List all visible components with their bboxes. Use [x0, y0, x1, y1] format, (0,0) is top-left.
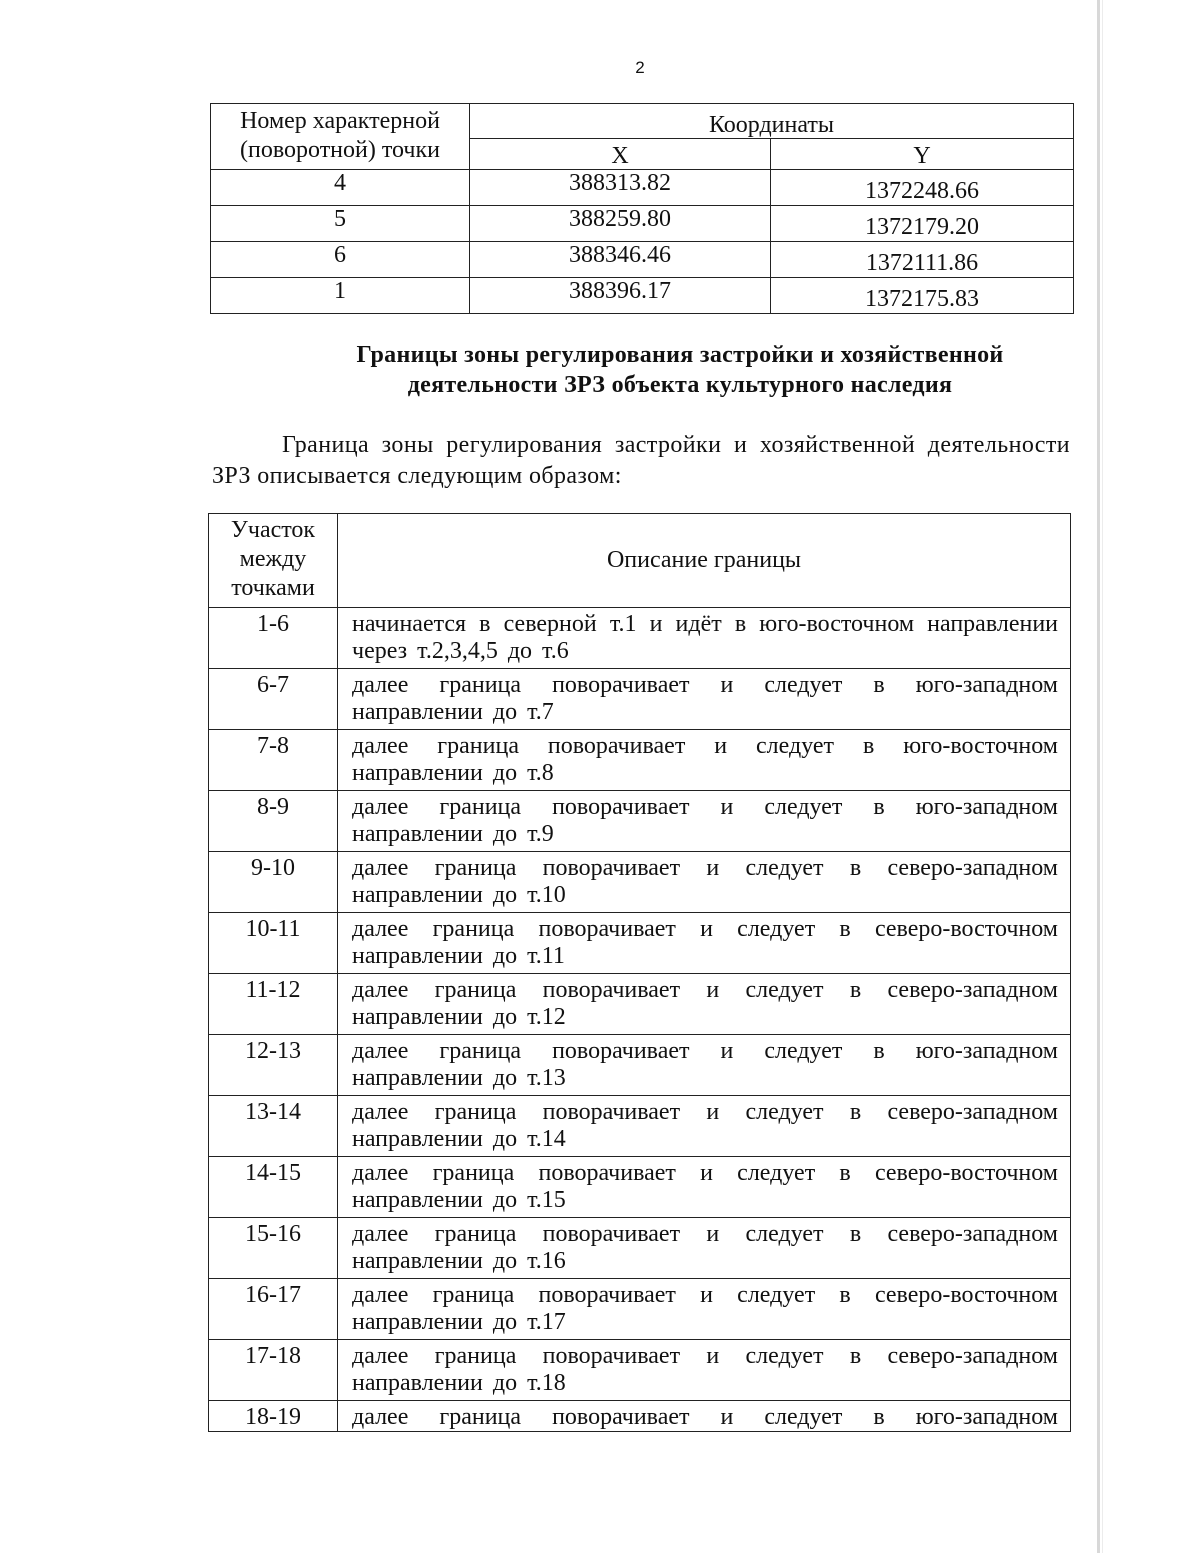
- segment-id: 17-18: [209, 1340, 338, 1401]
- header-description: Описание границы: [338, 514, 1071, 608]
- point-number: 5: [211, 206, 470, 242]
- header-segment: Участок между точками: [209, 514, 338, 608]
- segment-description: далее граница поворачивает и следует в юго-западном направлении до т.13: [338, 1035, 1071, 1096]
- table-row: [211, 278, 1074, 314]
- table-row: [209, 1218, 1071, 1279]
- coord-x: 388346.46: [470, 242, 771, 278]
- header-point-number: Номер характерной (поворотной) точки: [211, 104, 470, 170]
- segment-id: 8-9: [209, 791, 338, 852]
- segment-description: далее граница поворачивает и следует в северо-западном направлении до т.14: [338, 1096, 1071, 1157]
- table-row: [209, 1096, 1071, 1157]
- segment-id: 1-6: [209, 608, 338, 669]
- segment-description: далее граница поворачивает и следует в юго-восточном направлении до т.8: [338, 730, 1071, 791]
- segment-id: 6-7: [209, 669, 338, 730]
- segment-description: далее граница поворачивает и следует в северо-западном направлении до т.18: [338, 1340, 1071, 1401]
- table-row: [211, 170, 1074, 206]
- segment-description: далее граница поворачивает и следует в юго-западном направлении до т.9: [338, 791, 1071, 852]
- table-row: [211, 206, 1074, 242]
- scan-edge: [1097, 0, 1100, 1553]
- segment-id: 16-17: [209, 1279, 338, 1340]
- boundary-description-table: [208, 513, 1071, 1432]
- table-row: [209, 730, 1071, 791]
- header-y: Y: [771, 139, 1074, 170]
- point-number: 1: [211, 278, 470, 314]
- point-number: 6: [211, 242, 470, 278]
- table-row: [209, 669, 1071, 730]
- header-coordinates: Координаты: [470, 104, 1074, 139]
- segment-description: далее граница поворачивает и следует в северо-восточном направлении до т.17: [338, 1279, 1071, 1340]
- coord-x: 388259.80: [470, 206, 771, 242]
- table-row: [209, 1340, 1071, 1401]
- coordinates-table: [210, 103, 1074, 314]
- intro-paragraph: Граница зоны регулирования застройки и хозяйственной деятельности ЗРЗ описывается следующим образом:: [212, 432, 1070, 489]
- coord-x: 388396.17: [470, 278, 771, 314]
- segment-id: 10-11: [209, 913, 338, 974]
- coord-y: 1372111.86: [771, 242, 1074, 278]
- header-x: X: [470, 139, 771, 170]
- segment-description: далее граница поворачивает и следует в юго-западном: [338, 1401, 1071, 1432]
- table-row: [211, 242, 1074, 278]
- segment-id: 18-19: [209, 1401, 338, 1432]
- segment-id: 12-13: [209, 1035, 338, 1096]
- table-row: [209, 974, 1071, 1035]
- segment-description: далее граница поворачивает и следует в северо-западном направлении до т.16: [338, 1218, 1071, 1279]
- segment-id: 11-12: [209, 974, 338, 1035]
- coord-y: 1372248.66: [771, 170, 1074, 206]
- segment-description: начинается в северной т.1 и идёт в юго-восточном направлении через т.2,3,4,5 до т.6: [338, 608, 1071, 669]
- segment-description: далее граница поворачивает и следует в юго-западном направлении до т.7: [338, 669, 1071, 730]
- segment-description: далее граница поворачивает и следует в северо-восточном направлении до т.15: [338, 1157, 1071, 1218]
- segment-id: 7-8: [209, 730, 338, 791]
- coord-y: 1372175.83: [771, 278, 1074, 314]
- coord-y: 1372179.20: [771, 206, 1074, 242]
- table-row: [209, 1401, 1071, 1432]
- coord-x: 388313.82: [470, 170, 771, 206]
- table-row: [209, 1279, 1071, 1340]
- table-row: [209, 608, 1071, 669]
- segment-id: 15-16: [209, 1218, 338, 1279]
- section-title: Границы зоны регулирования застройки и хозяйственной деятельности ЗРЗ объекта культурного наследия: [356, 342, 1004, 398]
- scan-edge-shadow: [1102, 0, 1103, 1553]
- segment-description: далее граница поворачивает и следует в северо-западном направлении до т.10: [338, 852, 1071, 913]
- segment-id: 14-15: [209, 1157, 338, 1218]
- table-row: [209, 913, 1071, 974]
- point-number: 4: [211, 170, 470, 206]
- table-row: [209, 852, 1071, 913]
- segment-description: далее граница поворачивает и следует в северо-восточном направлении до т.11: [338, 913, 1071, 974]
- segment-id: 13-14: [209, 1096, 338, 1157]
- segment-id: 9-10: [209, 852, 338, 913]
- page-number: 2: [635, 58, 645, 77]
- table-row: [209, 791, 1071, 852]
- table-row: [209, 1157, 1071, 1218]
- table-row: [209, 1035, 1071, 1096]
- segment-description: далее граница поворачивает и следует в северо-западном направлении до т.12: [338, 974, 1071, 1035]
